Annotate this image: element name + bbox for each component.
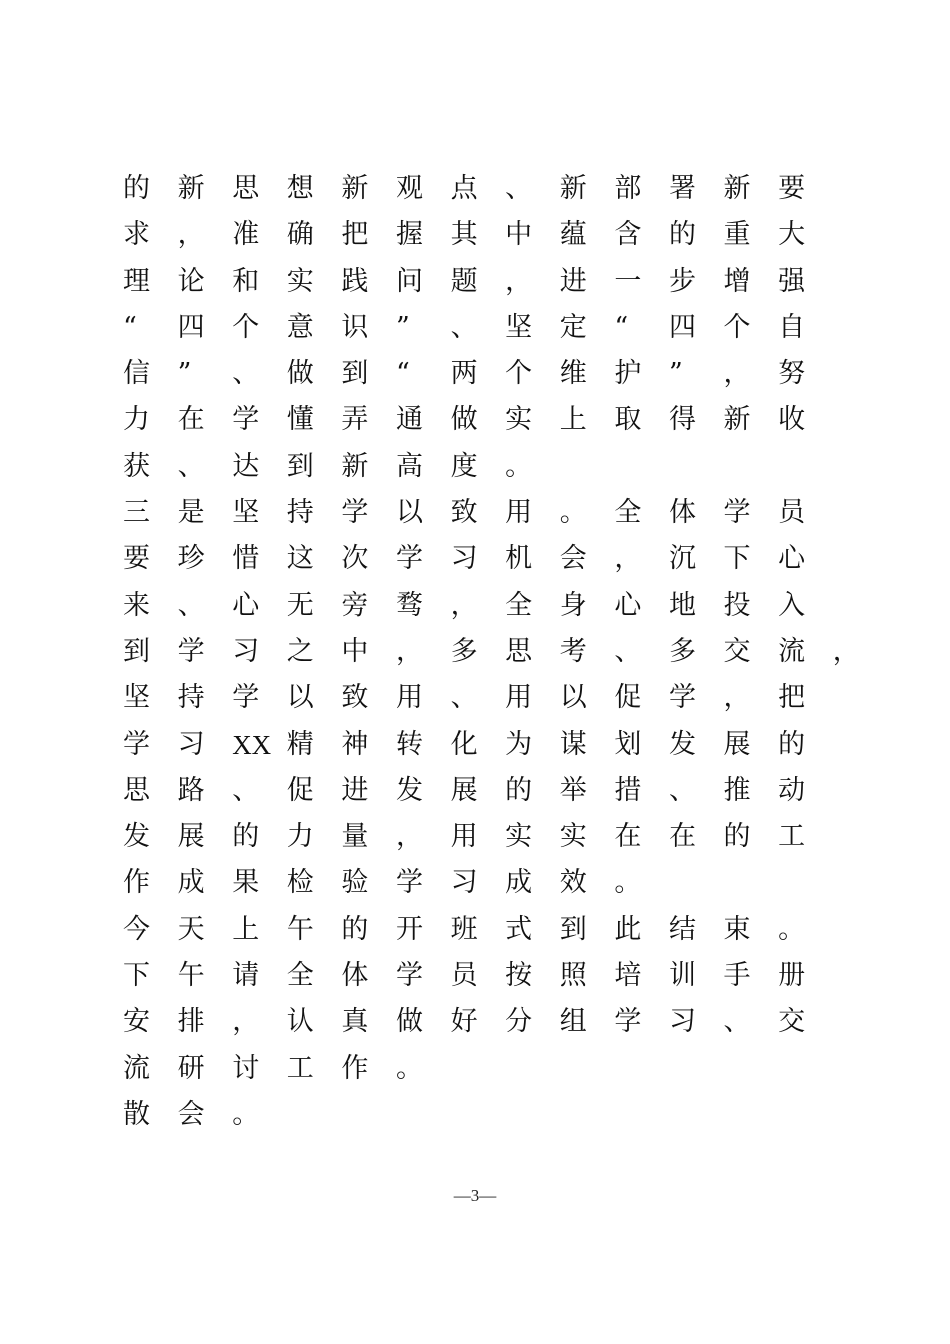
text-line <box>123 629 860 675</box>
text-char: XX <box>232 729 272 760</box>
text-char: 发 <box>123 821 150 853</box>
text-char: 组 <box>559 1006 587 1038</box>
text-char: 重 <box>723 219 751 251</box>
text-char: 。 <box>778 913 806 945</box>
text-char: 习 <box>177 728 205 760</box>
text-char: 今 <box>123 913 150 945</box>
text-char: 持 <box>286 497 314 529</box>
text-char: 发 <box>395 774 423 806</box>
text-char: 思 <box>123 774 150 806</box>
text-char: 、 <box>177 589 205 621</box>
text-char: 举 <box>559 774 587 806</box>
text-char: 安 <box>123 1006 150 1038</box>
text-char: 午 <box>286 913 314 945</box>
text-char: 通 <box>395 404 423 436</box>
text-char: 实 <box>559 821 587 853</box>
text-char: 、 <box>723 1006 751 1038</box>
text-char: 题 <box>450 265 478 297</box>
text-char: ， <box>177 219 205 251</box>
text-char: 把 <box>778 682 806 714</box>
text-char: 致 <box>341 682 369 714</box>
text-char: 、 <box>668 774 696 806</box>
text-char: 果 <box>232 867 260 899</box>
text-char: 验 <box>341 867 369 899</box>
text-char: 确 <box>286 219 314 251</box>
text-char: 做 <box>395 1006 423 1038</box>
text-char: 投 <box>723 589 751 621</box>
text-char: 致 <box>450 497 478 529</box>
text-char: 、 <box>232 774 260 806</box>
text-char: 。 <box>232 1098 260 1130</box>
text-char: 学 <box>341 497 369 529</box>
text-char: 的 <box>341 913 369 945</box>
text-char: 旁 <box>341 589 369 621</box>
text-char: 实 <box>505 821 533 853</box>
text-line <box>123 860 843 906</box>
text-char: 、 <box>614 635 642 667</box>
text-char: 天 <box>177 913 205 945</box>
text-char: 下 <box>723 543 751 575</box>
text-line <box>123 1092 843 1138</box>
text-char: 新 <box>341 450 369 482</box>
text-char: 促 <box>286 774 314 806</box>
text-char: ， <box>614 543 642 575</box>
text-char: 是 <box>177 497 205 529</box>
text-char: 个 <box>723 311 751 343</box>
text-char: 体 <box>668 497 696 529</box>
text-char: 无 <box>286 589 314 621</box>
text-char: 四 <box>177 311 205 343</box>
text-char: 获 <box>123 450 150 482</box>
text-char: 多 <box>450 635 478 667</box>
text-line <box>123 583 843 629</box>
text-char: 工 <box>286 1052 314 1084</box>
text-char: 作 <box>341 1052 369 1084</box>
text-char: 把 <box>341 219 369 251</box>
text-char: 心 <box>614 589 642 621</box>
text-char: 学 <box>232 404 260 436</box>
text-char: 准 <box>232 219 260 251</box>
text-char: ， <box>395 821 423 853</box>
text-char: 坚 <box>232 497 260 529</box>
text-char: 转 <box>395 728 423 760</box>
text-char: 员 <box>778 497 806 529</box>
text-char: 此 <box>614 913 642 945</box>
text-line <box>123 814 843 860</box>
text-char: 精 <box>286 728 314 760</box>
text-char: 分 <box>505 1006 533 1038</box>
text-char: 护 <box>614 358 642 390</box>
text-char: 持 <box>177 682 205 714</box>
text-char: 。 <box>559 497 587 529</box>
text-char: 以 <box>286 682 314 714</box>
text-char: 。 <box>505 450 533 482</box>
text-char: 训 <box>668 960 696 992</box>
text-char: 习 <box>450 543 478 575</box>
text-char: 取 <box>614 404 642 436</box>
text-char: 观 <box>395 173 423 204</box>
text-char: ， <box>505 265 533 297</box>
text-char: 坚 <box>505 311 533 343</box>
text-char: 全 <box>286 960 314 992</box>
text-char: 午 <box>177 960 205 992</box>
text-char: 学 <box>395 867 423 899</box>
text-char: 。 <box>395 1052 423 1084</box>
text-char: 全 <box>505 589 533 621</box>
text-char: 。 <box>614 867 642 899</box>
text-char: 按 <box>505 960 533 992</box>
text-line <box>123 305 843 351</box>
text-char: 得 <box>668 404 696 436</box>
text-char: ” <box>395 311 410 343</box>
text-char: 四 <box>668 311 696 343</box>
text-char: 好 <box>450 1006 478 1038</box>
text-char: 的 <box>723 821 751 853</box>
text-char: 流 <box>123 1052 150 1084</box>
text-char: 点 <box>450 173 478 204</box>
text-char: 和 <box>232 265 260 297</box>
text-char: ” <box>177 358 192 390</box>
text-char: 学 <box>123 728 150 760</box>
text-char: 力 <box>123 404 150 436</box>
text-char: 学 <box>395 543 423 575</box>
text-char: 收 <box>778 404 806 436</box>
text-char: 会 <box>177 1098 205 1130</box>
text-char: 检 <box>286 867 314 899</box>
text-char: 交 <box>723 635 751 667</box>
text-char: 做 <box>450 404 478 436</box>
text-char: 以 <box>559 682 587 714</box>
text-char: 真 <box>341 1006 369 1038</box>
text-char: 、 <box>505 173 533 204</box>
text-char: 践 <box>341 265 369 297</box>
text-char: 到 <box>559 913 587 945</box>
text-char: ， <box>232 1006 260 1038</box>
text-char: 求 <box>123 219 150 251</box>
text-char: 署 <box>668 173 696 204</box>
text-char: 实 <box>505 404 533 436</box>
text-char: 推 <box>723 774 751 806</box>
text-char: 开 <box>395 913 423 945</box>
text-char: 坚 <box>123 682 150 714</box>
text-char: 步 <box>668 265 696 297</box>
text-char: ， <box>450 589 478 621</box>
text-char: 习 <box>232 635 260 667</box>
text-char: 维 <box>559 358 587 390</box>
text-char: 力 <box>286 821 314 853</box>
text-line <box>123 490 843 536</box>
text-char: ， <box>723 682 751 714</box>
text-char: 结 <box>668 913 696 945</box>
text-char: 、 <box>450 311 478 343</box>
text-line <box>123 397 843 443</box>
text-char: 要 <box>778 173 806 204</box>
text-char: 体 <box>341 960 369 992</box>
text-char: 散 <box>123 1098 150 1130</box>
text-char: 员 <box>450 960 478 992</box>
text-char: 定 <box>559 311 587 343</box>
text-char: 个 <box>505 358 533 390</box>
text-line <box>123 166 843 212</box>
text-char: 这 <box>286 543 314 575</box>
text-char: 发 <box>668 728 696 760</box>
text-char: 在 <box>614 821 642 853</box>
text-char: 达 <box>232 450 260 482</box>
text-char: 的 <box>778 728 806 760</box>
text-char: 量 <box>341 821 369 853</box>
text-char: 用 <box>505 497 533 529</box>
text-char: 部 <box>614 173 642 204</box>
text-char: 下 <box>123 960 150 992</box>
text-char: 展 <box>723 728 751 760</box>
text-line <box>123 675 843 721</box>
text-char: 工 <box>778 821 806 853</box>
text-line <box>123 536 843 582</box>
text-char: 排 <box>177 1006 205 1038</box>
text-char: 懂 <box>286 404 314 436</box>
text-char: 三 <box>123 497 150 529</box>
text-char: 作 <box>123 867 150 899</box>
text-char: 中 <box>341 635 369 667</box>
text-char: 新 <box>559 173 587 204</box>
text-char: 握 <box>395 219 423 251</box>
body-text <box>123 166 860 1138</box>
text-line <box>123 259 843 305</box>
text-char: 束 <box>723 913 751 945</box>
text-char: 机 <box>505 543 533 575</box>
text-char: 心 <box>778 543 806 575</box>
text-char: 实 <box>286 265 314 297</box>
text-char: 全 <box>614 497 642 529</box>
text-char: 考 <box>559 635 587 667</box>
text-char: 理 <box>123 265 150 297</box>
text-char: 思 <box>505 635 533 667</box>
text-char: 在 <box>668 821 696 853</box>
text-line <box>123 212 843 258</box>
text-char: 习 <box>668 1006 696 1038</box>
text-char: 的 <box>668 219 696 251</box>
text-char: 做 <box>286 358 314 390</box>
text-char: 路 <box>177 774 205 806</box>
text-char: 到 <box>286 450 314 482</box>
text-char: 化 <box>450 728 478 760</box>
text-char: 为 <box>505 728 533 760</box>
text-char: 思 <box>232 173 260 204</box>
text-char: 式 <box>505 913 533 945</box>
text-char: 、 <box>450 682 478 714</box>
text-char: 进 <box>341 774 369 806</box>
text-char: 入 <box>778 589 806 621</box>
text-char: 骛 <box>395 589 423 621</box>
text-char: 次 <box>341 543 369 575</box>
text-char: 用 <box>450 821 478 853</box>
text-char: 以 <box>395 497 423 529</box>
text-char: 在 <box>177 404 205 436</box>
text-char: “ <box>395 358 410 390</box>
text-char: 身 <box>559 589 587 621</box>
text-char: 培 <box>614 960 642 992</box>
text-char: 努 <box>778 358 806 390</box>
text-char: 班 <box>450 913 478 945</box>
text-char: 自 <box>778 311 806 343</box>
text-line <box>123 351 843 397</box>
text-char: 两 <box>450 358 478 390</box>
text-char: 要 <box>123 543 150 575</box>
text-char: 来 <box>123 589 150 621</box>
text-char: 学 <box>614 1006 642 1038</box>
text-char: 的 <box>123 173 150 204</box>
text-char: 神 <box>341 728 369 760</box>
text-char: 度 <box>450 450 478 482</box>
text-char: 促 <box>614 682 642 714</box>
text-char: 新 <box>341 173 369 204</box>
text-char: 进 <box>559 265 587 297</box>
text-char: 多 <box>668 635 696 667</box>
text-char: ， <box>723 358 751 390</box>
text-char: 沉 <box>668 543 696 575</box>
text-char: 习 <box>450 867 478 899</box>
text-char: 大 <box>778 219 806 251</box>
text-char: 惜 <box>232 543 260 575</box>
text-char: 请 <box>232 960 260 992</box>
text-char: 手 <box>723 960 751 992</box>
text-char: 个 <box>232 311 260 343</box>
text-char: 识 <box>341 311 369 343</box>
text-char: 措 <box>614 774 642 806</box>
text-char: 展 <box>177 821 205 853</box>
text-line <box>123 1046 843 1092</box>
text-char: 上 <box>559 404 587 436</box>
page-number: —3— <box>453 1186 497 1205</box>
text-char: 新 <box>723 173 751 204</box>
text-line <box>123 768 843 814</box>
text-char: “ <box>123 311 137 343</box>
text-char: 到 <box>123 635 150 667</box>
text-char: 学 <box>723 497 751 529</box>
text-char: ” <box>668 358 683 390</box>
text-char: 想 <box>286 173 314 204</box>
text-char: 珍 <box>177 543 205 575</box>
text-char: 学 <box>177 635 205 667</box>
text-char: 、 <box>232 358 260 390</box>
text-char: 学 <box>232 682 260 714</box>
text-char: 一 <box>614 265 642 297</box>
text-line <box>123 953 843 999</box>
text-char: 研 <box>177 1052 205 1084</box>
text-char: 动 <box>778 774 806 806</box>
text-char: 效 <box>559 867 587 899</box>
text-char: 流 <box>778 635 806 667</box>
text-char: ， <box>832 635 860 667</box>
text-char: 增 <box>723 265 751 297</box>
text-char: 新 <box>177 173 205 204</box>
text-char: ， <box>395 635 423 667</box>
text-char: 学 <box>668 682 696 714</box>
text-char: 之 <box>286 635 314 667</box>
text-char: 成 <box>505 867 533 899</box>
text-char: 心 <box>232 589 260 621</box>
text-char: 会 <box>559 543 587 575</box>
text-char: 强 <box>778 265 806 297</box>
text-char: 论 <box>177 265 205 297</box>
text-char: 照 <box>559 960 587 992</box>
text-char: 中 <box>505 219 533 251</box>
text-line <box>123 907 843 953</box>
text-char: 的 <box>505 774 533 806</box>
text-char: 成 <box>177 867 205 899</box>
text-char: 其 <box>450 219 478 251</box>
text-char: 地 <box>668 589 696 621</box>
text-char: “ <box>614 311 629 343</box>
text-line <box>123 444 843 490</box>
text-char: 划 <box>614 728 642 760</box>
text-char: 展 <box>450 774 478 806</box>
text-char: 用 <box>505 682 533 714</box>
text-char: 新 <box>723 404 751 436</box>
text-char: 蕴 <box>559 219 587 251</box>
text-char: 上 <box>232 913 260 945</box>
text-line <box>123 722 843 768</box>
text-char: 到 <box>341 358 369 390</box>
text-char: 学 <box>395 960 423 992</box>
text-char: 问 <box>395 265 423 297</box>
text-char: 册 <box>778 960 806 992</box>
text-char: 意 <box>286 311 314 343</box>
text-char: 用 <box>395 682 423 714</box>
text-char: 含 <box>614 219 642 251</box>
text-char: 信 <box>123 358 150 390</box>
text-line <box>123 999 843 1045</box>
text-char: 、 <box>177 450 205 482</box>
text-char: 交 <box>778 1006 806 1038</box>
text-char: 高 <box>395 450 423 482</box>
text-char: 的 <box>232 821 260 853</box>
text-char: 谋 <box>559 728 587 760</box>
text-char: 讨 <box>232 1052 260 1084</box>
text-char: 认 <box>286 1006 314 1038</box>
text-char: 弄 <box>341 404 369 436</box>
